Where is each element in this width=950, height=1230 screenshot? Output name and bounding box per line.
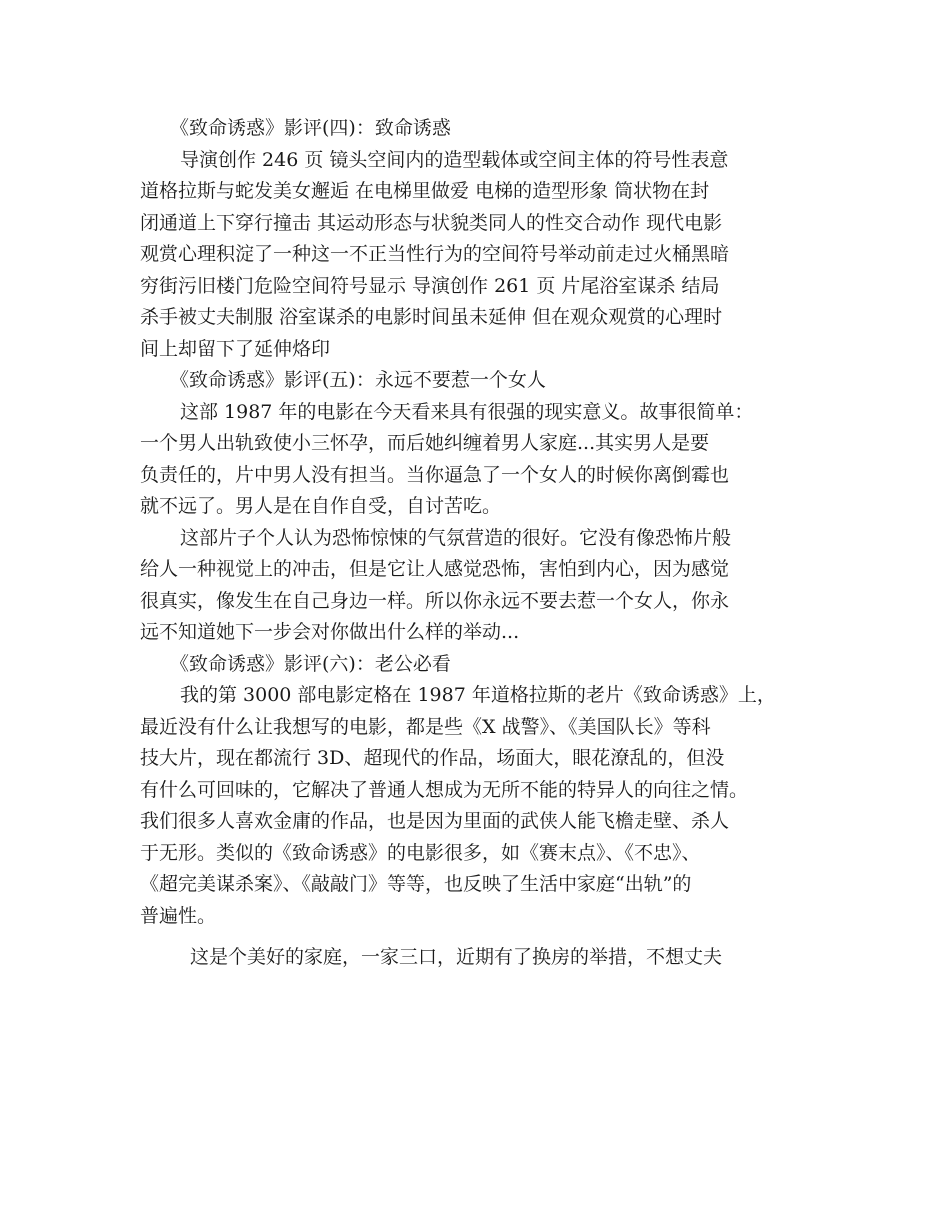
paragraph-line: 我们很多人喜欢金庸的作品，也是因为里面的武侠人能飞檐走壁、杀人: [140, 810, 730, 832]
paragraph-line: 普遍性。: [140, 904, 217, 927]
paragraph-line: 间上却留下了延伸烙印: [140, 337, 331, 360]
paragraph-line: 负责任的，片中男人没有担当。当你逼急了一个女人的时候你离倒霉也: [140, 463, 730, 486]
section-heading: 《致命诱惑》影评(四)：致命诱惑: [170, 117, 451, 139]
paragraph-line: 有什么可回味的，它解决了普通人想成为无所不能的特异人的向往之情。: [140, 778, 749, 801]
paragraph-line: 最近没有什么让我想写的电影，都是些《X 战警》、《美国队长》等科: [140, 715, 711, 738]
paragraph-line: 这部片子个人认为恐怖惊悚的气氛营造的很好。它没有像恐怖片般: [180, 526, 732, 549]
paragraph-line: 杀手被丈夫制服 浴室谋杀的电影时间虽未延伸 但在观众观赏的心理时: [140, 306, 723, 328]
paragraph-line: 穷街污旧楼门危险空间符号显示 导演创作 261 页 片尾浴室谋杀 结局: [140, 274, 720, 297]
paragraph-line: 这是个美好的家庭，一家三口，近期有了换房的举措，不想丈夫: [190, 946, 723, 968]
paragraph-line: 这部 1987 年的电影在今天看来具有很强的现实意义。故事很简单：: [180, 400, 754, 423]
paragraph-line: 导演创作 246 页 镜头空间内的造型载体或空间主体的符号性表意: [180, 148, 729, 171]
paragraph-line: 技大片，现在都流行 3D、超现代的作品，场面大，眼花潦乱的，但没: [140, 747, 725, 769]
paragraph-line: 于无形。类似的《致命诱惑》的电影很多，如《赛末点》、《不忠》、: [140, 841, 701, 864]
section-heading: 《致命诱惑》影评(五)：永远不要惹一个女人: [170, 369, 546, 391]
section-heading: 《致命诱惑》影评(六)：老公必看: [170, 652, 451, 675]
paragraph-line: 一个男人出轨致使小三怀孕，而后她纠缠着男人家庭...其实男人是要: [140, 432, 710, 454]
document-page: [140, 113, 812, 974]
paragraph-gap: [140, 932, 812, 942]
paragraph-line: 给人一种视觉上的冲击，但是它让人感觉恐怖，害怕到内心，因为感觉: [140, 558, 730, 580]
paragraph-line: 很真实，像发生在自己身边一样。所以你永远不要去惹一个女人，你永: [140, 589, 730, 612]
paragraph-line: 就不远了。男人是在自作自受，自讨苦吃。: [140, 495, 502, 517]
paragraph-line: 《超完美谋杀案》、《敲敲门》等等，也反映了生活中家庭“出轨”的: [140, 873, 692, 895]
paragraph-line: 观赏心理积淀了一种这一不正当性行为的空间符号举动前走过火桶黑暗: [140, 243, 730, 265]
paragraph-line: 道格拉斯与蛇发美女邂逅 在电梯里做爱 电梯的造型形象 筒状物在封: [140, 180, 710, 202]
paragraph-line: 远不知道她下一步会对你做出什么样的举动...: [140, 621, 520, 643]
paragraph-line: 我的第 3000 部电影定格在 1987 年道格拉斯的老片《致命诱惑》上，: [180, 684, 776, 706]
paragraph-line: 闭通道上下穿行撞击 其运动形态与状貌类同人的性交合动作 现代电影: [140, 211, 723, 234]
